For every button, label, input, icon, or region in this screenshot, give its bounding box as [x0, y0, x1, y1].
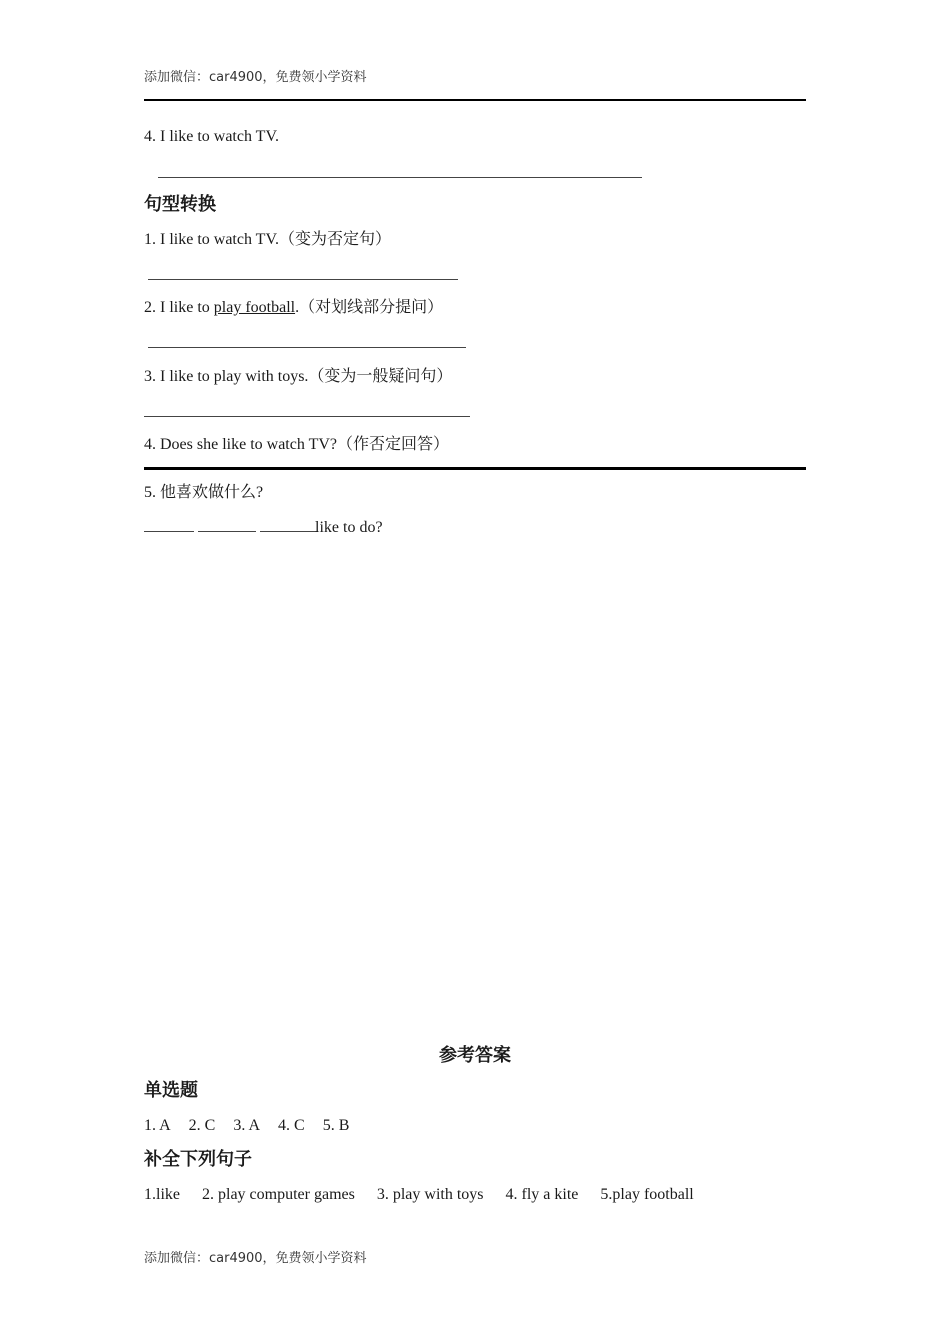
q2-underlined: play football	[213, 299, 296, 316]
transform-q3: 3. I like to play with toys.（变为一般疑问句）	[144, 368, 453, 385]
answer-c-4: 4. fly a kite	[505, 1186, 579, 1203]
q5-blank-1[interactable]	[144, 517, 194, 532]
answer-sc-1: 1. A	[144, 1117, 171, 1134]
transform-q1: 1. I like to watch TV.（变为否定句）	[144, 231, 391, 248]
answer-c-2: 2. play computer games	[202, 1186, 355, 1203]
answers-title: 参考答案	[439, 1045, 511, 1066]
answer-c-5: 5.play football	[600, 1186, 694, 1203]
answer-c-1: 1.like	[144, 1186, 180, 1203]
section-title-transform: 句型转换	[144, 194, 216, 215]
answer-sc-5: 5. B	[322, 1117, 350, 1134]
header-rule	[144, 99, 806, 101]
answer-sc-2: 2. C	[188, 1117, 216, 1134]
transform-q5-fill	[144, 517, 383, 538]
q5-tail: like to do?	[315, 519, 383, 536]
transform-q2	[144, 298, 443, 318]
answer-c-3: 3. play with toys	[376, 1186, 484, 1203]
q5-blank-3[interactable]	[260, 517, 318, 532]
complete-title: 补全下列句子	[144, 1149, 252, 1170]
transform-q5: 5. 他喜欢做什么?	[144, 484, 264, 501]
q2-suffix: .（对划线部分提问）	[295, 299, 444, 316]
answer-blank-q2[interactable]	[148, 347, 466, 348]
single-choice-answers	[144, 1116, 363, 1136]
single-choice-title: 单选题	[144, 1080, 198, 1101]
transform-q4: 4. Does she like to watch TV?（作否定回答）	[144, 436, 449, 453]
q2-prefix: 2. I like to	[144, 299, 214, 316]
q5-blank-2[interactable]	[198, 517, 256, 532]
complete-answers	[144, 1185, 712, 1205]
answer-blank-prev-4[interactable]	[158, 177, 642, 178]
answer-blank-q3[interactable]	[144, 416, 470, 417]
answer-sc-4: 4. C	[278, 1117, 305, 1134]
answer-sc-3: 3. A	[233, 1117, 261, 1134]
answer-blank-q1[interactable]	[148, 279, 458, 280]
answer-line-q4[interactable]	[144, 467, 806, 470]
prev-item-4: 4. I like to watch TV.	[144, 128, 279, 145]
page-header: 添加微信：car4900，免费领小学资料	[144, 70, 367, 85]
page-footer: 添加微信：car4900，免费领小学资料	[144, 1251, 367, 1266]
